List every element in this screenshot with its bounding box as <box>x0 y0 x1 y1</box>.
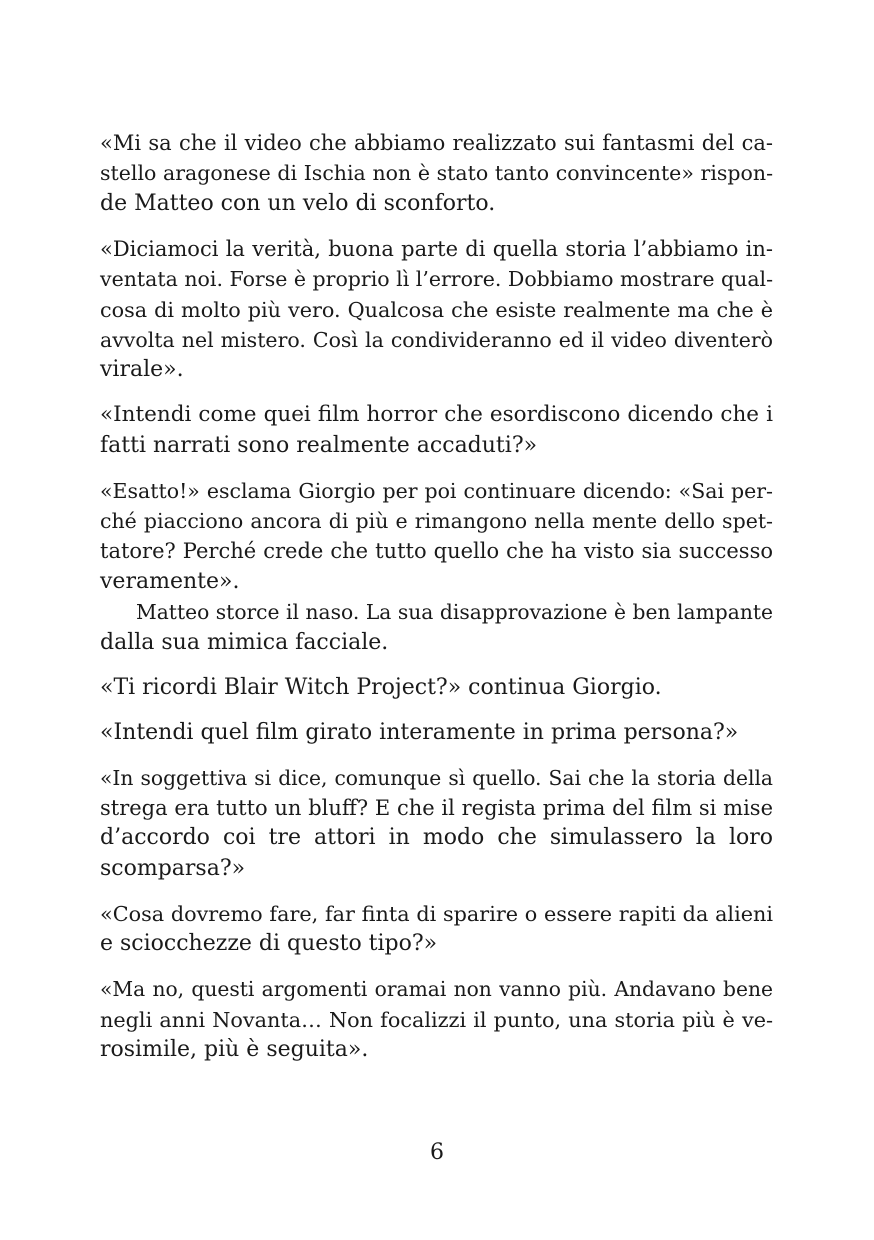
paragraph-3 <box>100 400 773 461</box>
text-line: de Matteo con un velo di sconforto. <box>100 190 496 216</box>
text-line: «Intendi come quei film horror che esordiscono dicendo che i <box>100 402 773 428</box>
text-line: «Esatto!» esclama Giorgio per poi continuare dicendo: «Sai per- <box>100 478 773 503</box>
text-line: virale». <box>100 357 184 383</box>
text-line: «Ti ricordi Blair Witch Project?» continua Giorgio. <box>100 674 662 700</box>
text-line: stello aragonese di Ischia non è stato tanto convincente» rispon- <box>100 161 773 186</box>
paragraph-4 <box>100 476 773 598</box>
paragraph-6 <box>100 673 773 703</box>
text-line: e sciocchezze di questo tipo?» <box>100 931 438 957</box>
paragraph-8 <box>100 763 773 885</box>
book-page-body <box>100 128 773 1065</box>
text-line: d’accordo coi tre attori in modo che simulassero la loro <box>100 825 773 851</box>
text-line: ventata noi. Forse è proprio lì l’errore. Dobbiamo mostrare qual- <box>100 267 774 292</box>
text-line: «Cosa dovremo fare, far finta di sparire o essere rapiti da alieni <box>100 901 773 926</box>
text-line: rosimile, più è seguita». <box>100 1036 369 1062</box>
paragraph-10 <box>100 974 773 1065</box>
paragraph-5 <box>100 597 773 658</box>
text-line: dalla sua mimica facciale. <box>100 629 389 655</box>
text-line: «Ma no, questi argomenti oramai non vanno più. Andavano bene <box>100 977 773 1002</box>
text-line: «Mi sa che il video che abbiamo realizzato sui fantasmi del ca- <box>100 131 773 155</box>
text-line: negli anni Novanta… Non focalizzi il punto, una storia più è ve- <box>100 1007 773 1032</box>
text-line: Matteo storce il naso. La sua disapprovazione è ben lampante <box>136 600 773 625</box>
paragraph-2 <box>100 234 773 386</box>
text-line: fatti narrati sono realmente accaduti?» <box>100 432 538 458</box>
paragraph-9 <box>100 899 773 960</box>
text-line: cosa di molto più vero. Qualcosa che esiste realmente ma che è <box>100 297 773 322</box>
paragraph-1 <box>100 128 773 219</box>
text-line: ché piacciono ancora di più e rimangono nella mente dello spet- <box>100 509 773 534</box>
page-number: 6 <box>430 1140 444 1165</box>
text-line: veramente». <box>100 568 240 594</box>
text-line: strega era tutto un bluff? E che il regista prima del film si mise <box>100 795 773 820</box>
text-line: «In soggettiva si dice, comunque sì quello. Sai che la storia della <box>100 765 773 790</box>
text-line: tatore? Perché crede che tutto quello che ha visto sia successo <box>100 539 773 564</box>
text-line: scomparsa?» <box>100 855 246 881</box>
text-line: «Diciamoci la verità, buona parte di quella storia l’abbiamo in- <box>100 236 773 261</box>
text-line: «Intendi quel film girato interamente in prima persona?» <box>100 719 739 745</box>
paragraph-7 <box>100 718 773 748</box>
text-line: avvolta nel mistero. Così la condivideranno ed il video diventerò <box>100 327 773 352</box>
